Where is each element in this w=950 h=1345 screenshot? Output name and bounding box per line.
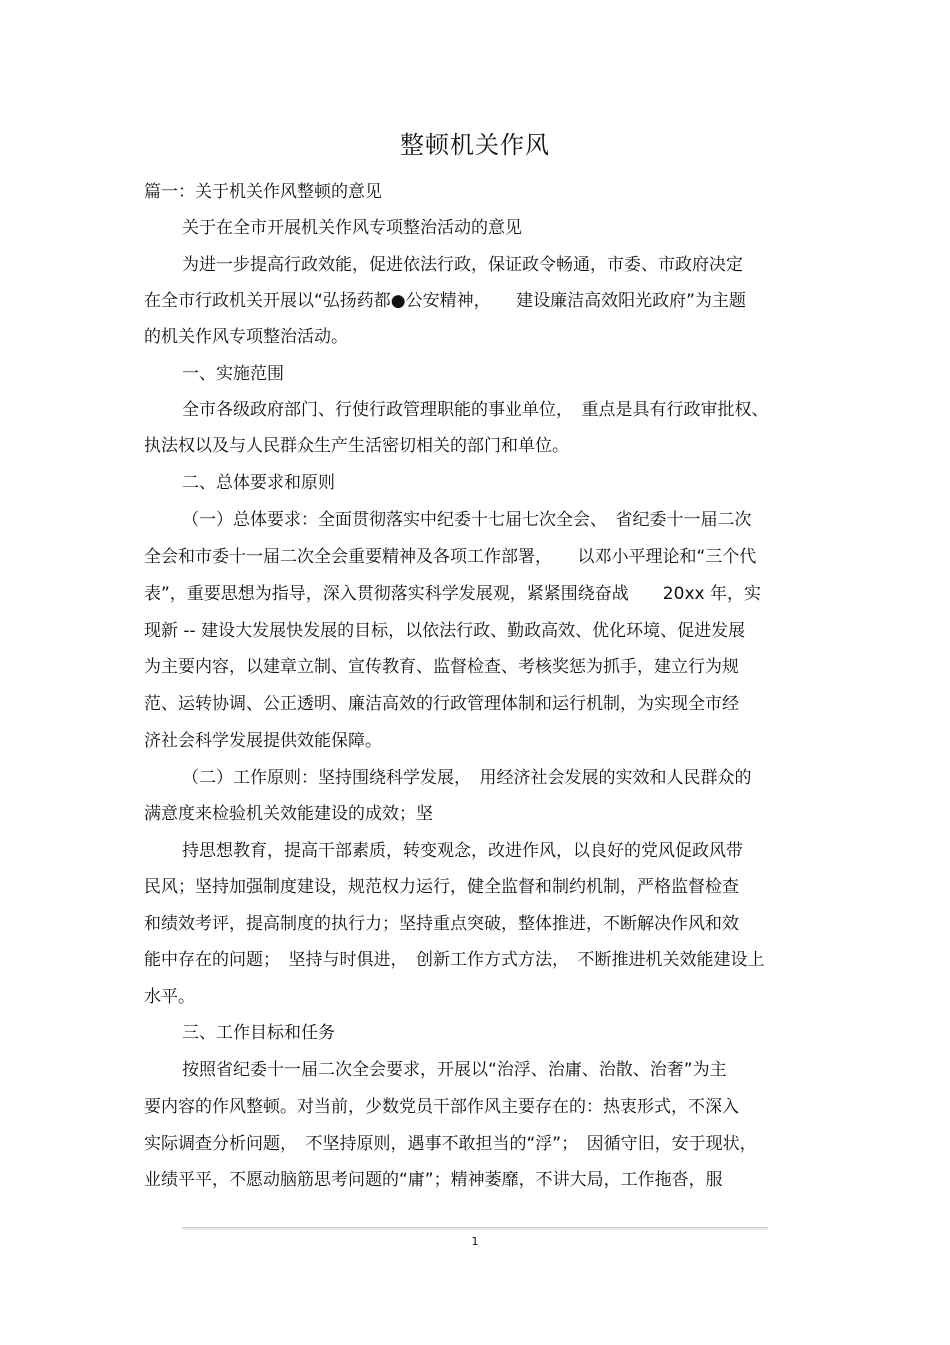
- text-line: 现新 -- 建设大发展快发展的目标，以依法行政、勤政高效、优化环境、促进发展: [144, 621, 746, 641]
- text-line: 全市各级政府部门、行使行政管理职能的事业单位， 重点是具有行政审批权、: [182, 400, 769, 420]
- text-line: 济社会科学发展提供效能保障。: [144, 731, 382, 751]
- text-line: 能中存在的问题； 坚持与时俱进， 创新工作方式方法， 不断推进机关效能建设上: [144, 950, 765, 970]
- text-line: 实际调查分析问题， 不坚持原则，遇事不敢担当的“浮”； 因循守旧，安于现状，: [144, 1134, 757, 1154]
- text-line: 在全市行政机关开展以“弘扬药都●公安精神， 建设廉洁高效阳光政府”为主题: [144, 291, 746, 311]
- section-heading: 一、实施范围: [182, 364, 284, 384]
- text-line: 全会和市委十一届二次全会重要精神及各项工作部署， 以邓小平理论和“三个代: [144, 547, 757, 567]
- text-line: 为进一步提高行政效能，促进依法行政，保证政令畅通，市委、市政府决定: [182, 255, 743, 275]
- section-heading: 二、总体要求和原则: [182, 473, 335, 493]
- text-line: （二）工作原则：坚持围绕科学发展， 用经济社会发展的实效和人民群众的: [182, 768, 752, 788]
- text-line: 民风；坚持加强制度建设，规范权力运行，健全监督和制约机制，严格监督检查: [144, 877, 739, 897]
- text-line: 要内容的作风整顿。对当前，少数党员干部作风主要存在的：热衷形式，不深入: [144, 1097, 739, 1117]
- text-line: 满意度来检验机关效能建设的成效；坚: [144, 804, 433, 824]
- text-line: 业绩平平，不愿动脑筋思考问题的“庸”；精神萎靡，不讲大局，工作拖沓，服: [144, 1170, 723, 1190]
- document-title: 整顿机关作风: [400, 131, 550, 159]
- text-line: 和绩效考评，提高制度的执行力；坚持重点突破，整体推进，不断解决作风和效: [144, 914, 739, 934]
- text-line: 持思想教育，提高干部素质，转变观念，改进作风，以良好的党风促政风带: [182, 841, 743, 861]
- text-line: 关于在全市开展机关作风专项整治活动的意见: [182, 218, 522, 238]
- text-line: 为主要内容，以建章立制、宣传教育、监督检查、考核奖惩为抓手，建立行为规: [144, 657, 739, 677]
- page-number: 1: [471, 1235, 479, 1248]
- text-line: 篇一：关于机关作风整顿的意见: [144, 182, 382, 202]
- text-line: 表”，重要思想为指导，深入贯彻落实科学发展观，紧紧围绕奋战 20xx 年，实: [144, 584, 761, 604]
- text-line: 执法权以及与人民群众生产生活密切相关的部门和单位。: [144, 436, 569, 456]
- text-line: 水平。: [144, 987, 195, 1007]
- text-line: 范、运转协调、公正透明、廉洁高效的行政管理体制和运行机制，为实现全市经: [144, 694, 739, 714]
- text-line: 的机关作风专项整治活动。: [144, 327, 348, 347]
- footer-rule: [182, 1227, 768, 1230]
- text-line: （一）总体要求：全面贯彻落实中纪委十七届七次全会、 省纪委十一届二次: [182, 510, 752, 530]
- text-line: 按照省纪委十一届二次全会要求，开展以“治浮、治庸、治散、治奢”为主: [182, 1060, 727, 1080]
- section-heading: 三、工作目标和任务: [182, 1023, 335, 1043]
